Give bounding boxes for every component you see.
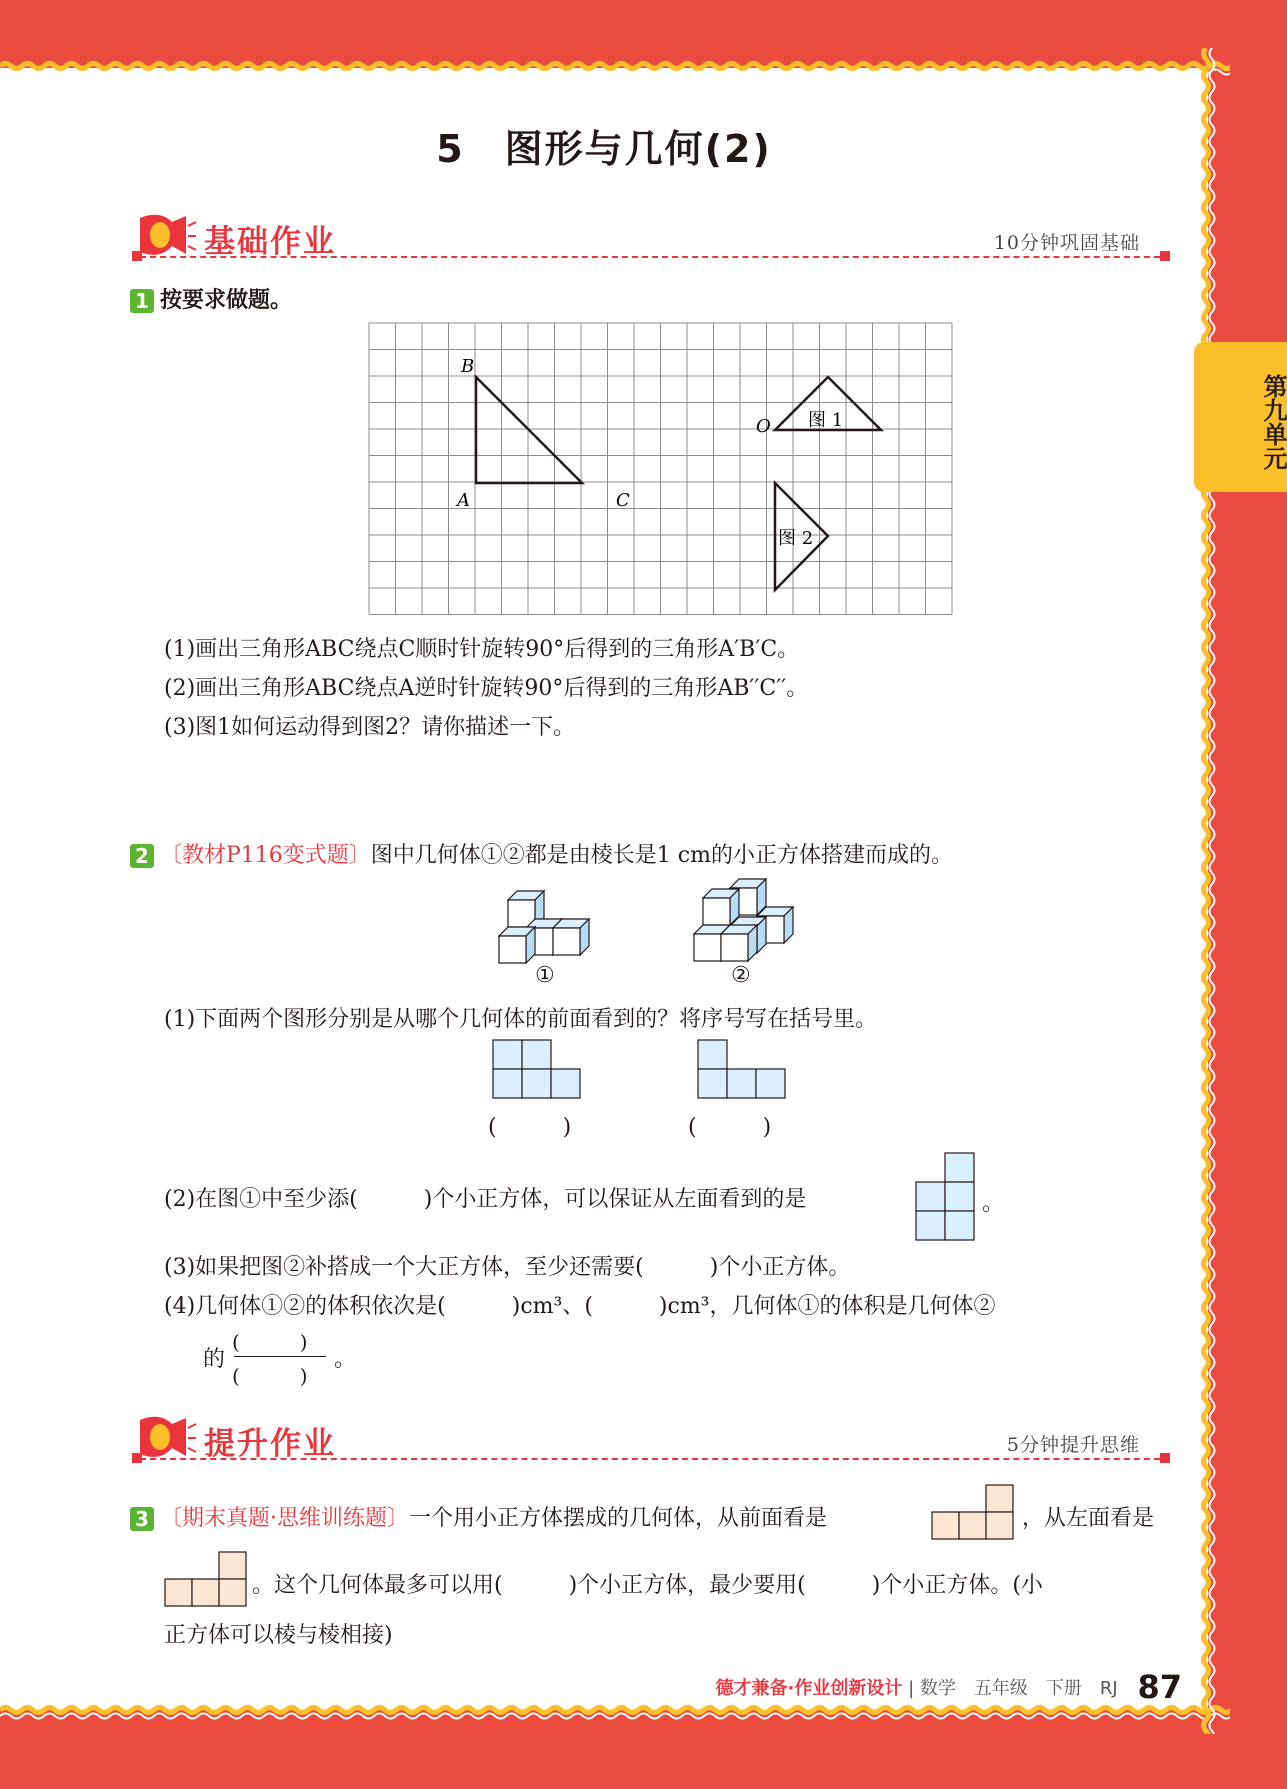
q2-part-4: (4)几何体①②的体积依次是( )cm³、( )cm³，几何体①的体积是几何体② <box>164 1294 996 1319</box>
q1-part-3: (3)图1如何运动得到图2？请你描述一下。 <box>164 715 576 740</box>
point-b-label: B <box>461 356 475 377</box>
q3-header <box>130 1501 827 1532</box>
page-footer <box>716 1668 1182 1706</box>
q3-source-tag: 〔期末真题·思维训练题〕 <box>160 1506 409 1531</box>
q3-number: 3 <box>130 1507 154 1531</box>
q3-line-2: 。这个几何体最多可以用( )个小正方体，最少要用( )个小正方体。(小 <box>252 1573 1043 1598</box>
section-advanced-title: 提升作业 <box>204 1426 336 1462</box>
answer-blank-a[interactable]: ( ) <box>488 1115 572 1140</box>
figure-2-label: 图 2 <box>778 528 814 549</box>
q3-left-view <box>164 1551 248 1607</box>
footer-book-info: 数学 五年级 下册 RJ <box>919 1678 1118 1699</box>
q1-part-1: (1)画出三角形ABC绕点C顺时针旋转90°后得到的三角形A′B′C。 <box>164 637 800 662</box>
figure-1-label: 图 1 <box>808 410 844 431</box>
q1-header <box>130 283 292 314</box>
top-wave-border <box>0 48 1230 88</box>
solid-2-label: ② <box>731 963 751 988</box>
q1-number: 1 <box>130 289 154 313</box>
answer-blank-b[interactable]: ( ) <box>688 1115 772 1140</box>
solid-2-figure <box>690 878 808 972</box>
footer-separator: | <box>908 1678 915 1699</box>
left-view-target <box>915 1152 975 1241</box>
unit-side-tab <box>1194 342 1287 492</box>
q2-part-2 <box>164 1182 806 1213</box>
front-view-a <box>492 1039 582 1099</box>
section-basic-title: 基础作业 <box>204 224 336 260</box>
q3-stem-b: ，从左面看是 <box>1022 1506 1155 1531</box>
q2-source-tag: 〔教材P116变式题〕 <box>160 843 371 868</box>
footer-brand: 德才兼备·作业创新设计 <box>715 1678 903 1699</box>
unit-side-tab-label: 第九单元 <box>1259 374 1287 470</box>
q2-number: 2 <box>130 844 154 868</box>
q3-line-3: 正方体可以棱与棱相接) <box>164 1623 393 1648</box>
q1-grid-figure <box>368 322 964 622</box>
divider-start-mark <box>132 1453 142 1463</box>
point-a-label: A <box>457 490 470 511</box>
q2-part-2-text: (2)在图①中至少添( )个小正方体，可以保证从左面看到的是 <box>164 1187 807 1212</box>
section-divider <box>140 256 1170 258</box>
q2-part-1: (1)下面两个图形分别是从哪个几何体的前面看到的？将序号写在括号里。 <box>164 1007 878 1032</box>
section-advanced-subtitle: 5分钟提升思维 <box>1006 1434 1140 1456</box>
fraction-answer[interactable] <box>232 1326 332 1388</box>
divider-end-mark <box>1160 251 1170 261</box>
triangle-abc <box>476 377 582 483</box>
q2-stem: 图中几何体①②都是由棱长是1 cm的小正方体搭建而成的。 <box>370 843 953 868</box>
q2-header <box>130 838 953 869</box>
page-title: 5 图形与几何(2) <box>436 127 772 171</box>
q3-stem-a: 一个用小正方体摆成的几何体，从前面看是 <box>409 1506 828 1531</box>
fraction-denominator[interactable]: ( ) <box>232 1364 308 1388</box>
front-view-b <box>697 1039 787 1099</box>
q2-part-4-end: 。 <box>334 1347 357 1372</box>
section-divider <box>140 1458 1170 1460</box>
solid-1-figure <box>494 882 604 972</box>
section-basic-header <box>130 208 1170 268</box>
solid-1-label: ① <box>535 963 555 988</box>
q3-front-view <box>931 1484 1015 1540</box>
divider-start-mark <box>132 251 142 261</box>
q2-part-2-end: 。 <box>982 1191 1005 1216</box>
point-o-label: O <box>756 416 771 437</box>
q1-instruction: 按要求做题。 <box>160 288 293 313</box>
q2-part-3: (3)如果把图②补搭成一个大正方体，至少还需要( )个小正方体。 <box>164 1255 851 1280</box>
point-c-label: C <box>616 490 630 511</box>
page-number: 87 <box>1137 1668 1182 1706</box>
right-wave-border <box>1192 48 1232 1734</box>
fraction-numerator[interactable]: ( ) <box>232 1330 308 1354</box>
q1-part-2: (2)画出三角形ABC绕点A逆时针旋转90°后得到的三角形AB′′C′′。 <box>164 676 809 701</box>
section-basic-subtitle: 10分钟巩固基础 <box>993 232 1140 254</box>
section-advanced-header <box>130 1410 1170 1470</box>
q2-part-4-of: 的 <box>203 1347 226 1372</box>
fraction-bar <box>234 1356 326 1357</box>
divider-end-mark <box>1160 1453 1170 1463</box>
